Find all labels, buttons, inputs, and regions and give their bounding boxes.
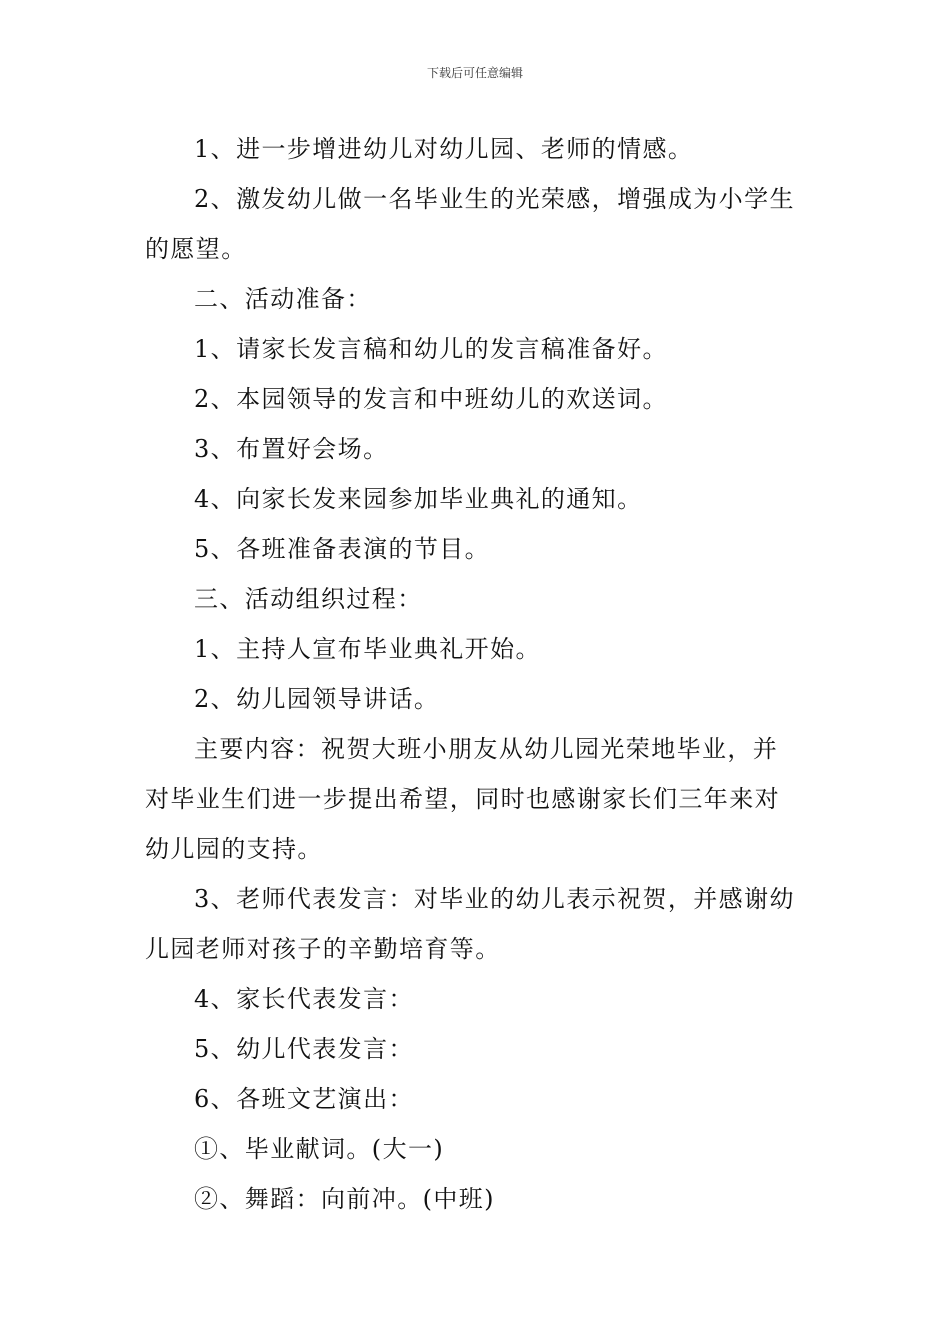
paragraph-line: 1、进一步增进幼儿对幼儿园、老师的情感。: [194, 135, 694, 163]
paragraph-line: 儿园老师对孩子的辛勤培育等。: [145, 935, 501, 963]
page-header-note: 下载后可任意编辑: [426, 66, 523, 80]
paragraph-line: 4、向家长发来园参加毕业典礼的通知。: [194, 485, 643, 513]
paragraph-line: 主要内容：祝贺大班小朋友从幼儿园光荣地毕业，并: [194, 735, 779, 763]
paragraph-line: 5、幼儿代表发言：: [194, 1035, 414, 1063]
paragraph-line: 2、本园领导的发言和中班幼儿的欢送词。: [194, 385, 668, 413]
section-heading: 二、活动准备：: [194, 285, 372, 313]
paragraph-line: 对毕业生们进一步提出希望，同时也感谢家长们三年来对: [145, 785, 780, 813]
paragraph-line: 2、激发幼儿做一名毕业生的光荣感，增强成为小学生: [194, 185, 795, 213]
paragraph-line: 5、各班准备表演的节目。: [194, 535, 491, 563]
paragraph-line: 3、老师代表发言：对毕业的幼儿表示祝贺，并感谢幼: [194, 885, 795, 913]
paragraph-line: 2、幼儿园领导讲话。: [194, 685, 440, 713]
section-heading: 三、活动组织过程：: [194, 585, 423, 613]
paragraph-line: ②、舞蹈：向前冲。(中班): [194, 1185, 495, 1213]
paragraph-line: 3、布置好会场。: [194, 435, 389, 463]
paragraph-line: 4、家长代表发言：: [194, 985, 414, 1013]
paragraph-line: 1、主持人宣布毕业典礼开始。: [194, 635, 541, 663]
paragraph-line: 的愿望。: [145, 235, 247, 263]
paragraph-line: 幼儿园的支持。: [145, 835, 323, 863]
paragraph-line: 6、各班文艺演出：: [194, 1085, 414, 1113]
paragraph-line: ①、毕业献词。(大一): [194, 1135, 445, 1163]
document-body: [145, 124, 810, 1224]
paragraph-line: 1、请家长发言稿和幼儿的发言稿准备好。: [194, 335, 668, 363]
